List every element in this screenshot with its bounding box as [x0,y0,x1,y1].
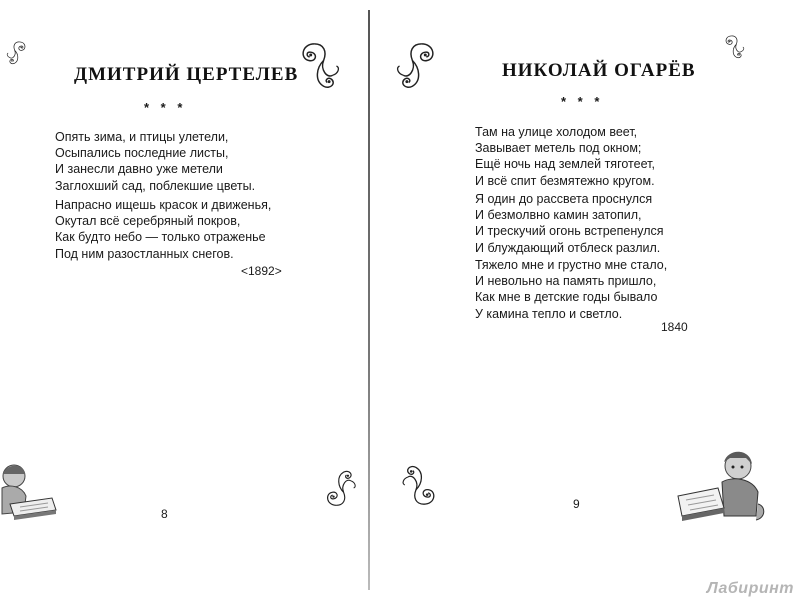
poem-line: Тяжело мне и грустно мне стало, [475,258,668,272]
page-number: 9 [573,497,580,511]
poem-line: Завывает метель под окном; [475,141,642,156]
author-title: НИКОЛАЙ ОГАРЁВ [502,60,696,81]
left-page [0,0,368,600]
stanza [55,129,255,194]
poem-line: И трескучий огонь встрепенулся [475,224,664,239]
poem-date: 1840 [661,320,688,334]
poem-line: И невольно на память пришло, [475,274,657,289]
poem-date: <1892> [241,264,282,278]
swirl-ornament-icon [394,40,440,92]
section-stars: * * * [561,94,604,109]
poem-line: Под ним разостланных снегов. [55,246,234,261]
poem-line: Там на улице холодом веет, [475,125,638,139]
swirl-ornament-icon [712,34,756,60]
poem-line: И безмолвно камин затопил, [475,208,642,223]
right-page [372,0,800,600]
poem-line: Осыпались последние листы, [55,146,229,161]
poem-line: Я один до рассвета проснулся [475,192,653,206]
child-reading-book-icon [672,446,768,531]
swirl-ornament-icon [4,40,30,66]
author-title: ДМИТРИЙ ЦЕРТЕЛЕВ [74,64,299,85]
poem-line: Опять зима, и птицы улетели, [55,130,229,144]
book-gutter [368,10,370,590]
child-reading-book-icon [0,460,62,529]
poem-line: И всё спит безмятежно кругом. [475,173,655,188]
poem-line: Ещё ночь над землей тяготеет, [475,157,655,172]
poem-line: Как будто небо — только отраженье [55,230,266,245]
swirl-ornament-icon [322,466,358,510]
publisher-watermark: Лабиринт [706,580,794,597]
stanza [55,197,271,262]
poem-line: Заглохший сад, поблекшие цветы. [55,178,256,193]
stanza [475,124,655,189]
poem-line: Окутал всё серебряный покров, [55,214,241,229]
stanza [475,257,667,322]
poem-line: И занесли давно уже метели [55,162,223,177]
poem-line: У камина тепло и светло. [475,306,623,321]
page-number: 8 [161,507,168,521]
poem-line: Напрасно ищешь красок и движенья, [55,198,272,212]
poem-line: Как мне в детские годы бывало [475,290,658,305]
section-stars: * * * [144,100,187,115]
swirl-ornament-icon [400,462,440,508]
poem-line: И блуждающий отблеск разлил. [475,240,661,255]
swirl-ornament-icon [296,40,342,92]
stanza [475,191,664,256]
